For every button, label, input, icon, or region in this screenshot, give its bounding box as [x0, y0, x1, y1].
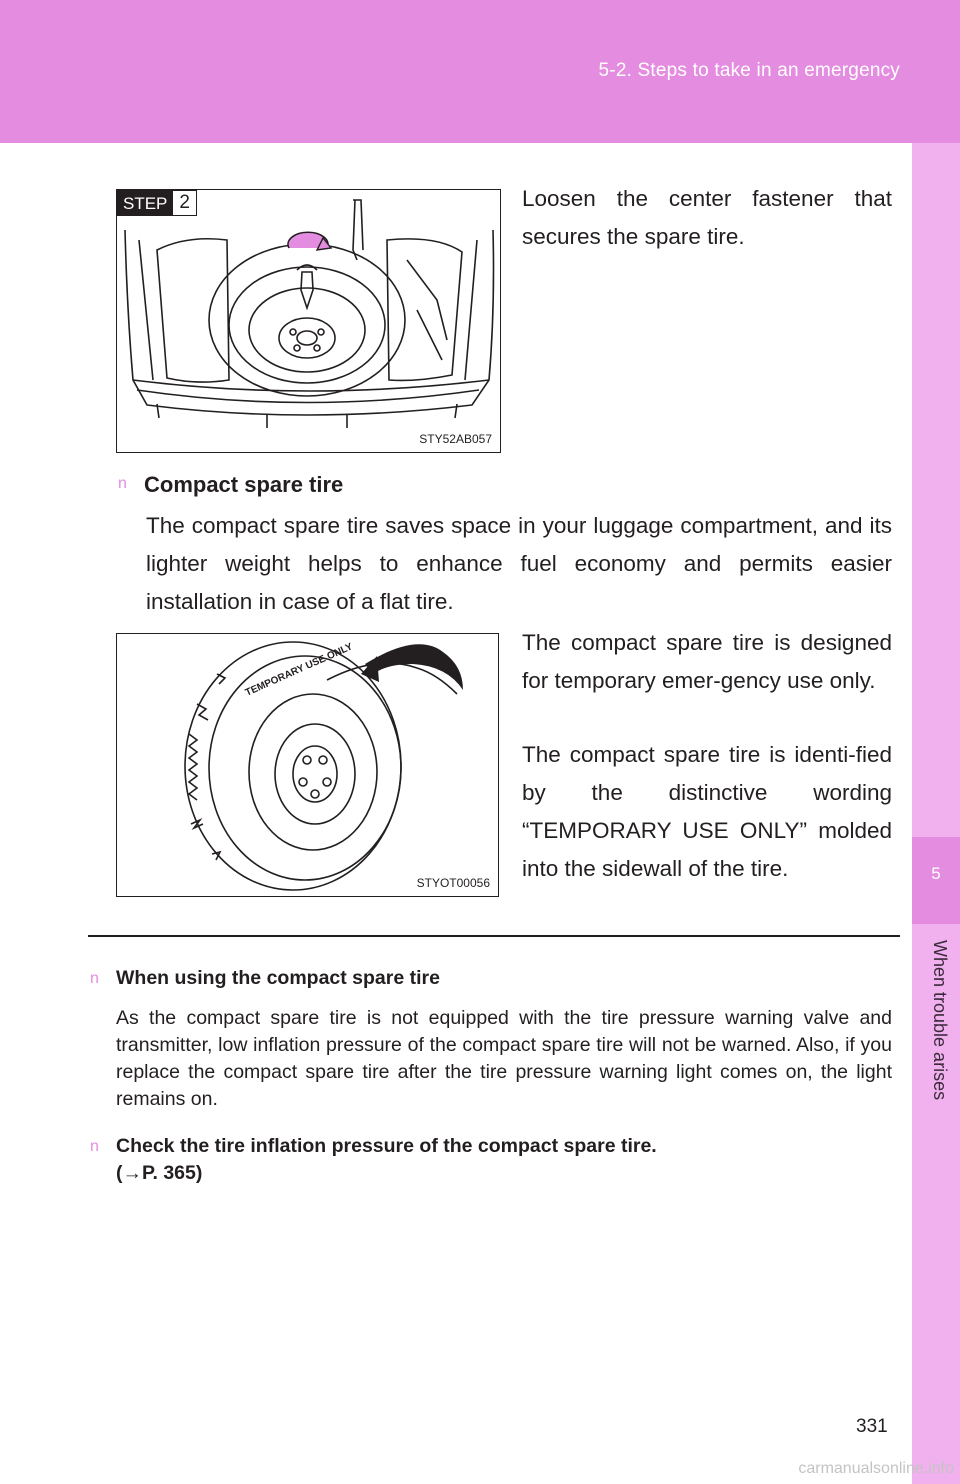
side-tab-number: 5 — [931, 864, 941, 883]
note-heading-2 — [90, 1135, 657, 1158]
compact-tire-figure — [116, 633, 499, 897]
note-heading-1 — [90, 967, 440, 990]
note-heading-1-text: When using the compact spare tire — [116, 967, 440, 989]
compact-para-2: The compact spare tire is identi-fied by the distinctive wording “TEMPORARY USE ONLY” molded into the sidewall of the tire. — [522, 742, 892, 881]
watermark: carmanualsonline.info — [798, 1460, 954, 1477]
side-tab-label: When trouble arises — [930, 940, 950, 1101]
tire-sidewall-text: TEMPORARY USE ONLY — [243, 641, 355, 699]
spare-tire-trunk-figure — [116, 189, 501, 453]
compact-tire-illustration — [117, 634, 497, 894]
note-heading-2-text: Check the tire inflation pressure of the compact spare tire. — [116, 1135, 657, 1157]
step-number: 2 — [173, 190, 197, 216]
figure-code: STYOT00056 — [416, 876, 490, 890]
compact-intro: The compact spare tire saves space in your luggage compartment, and its lighter weight helps to enhance fuel economy and permits easier installation in case of a flat tire. — [146, 513, 892, 614]
section-title: 5-2. Steps to take in an emergency — [598, 60, 900, 81]
compact-heading — [118, 472, 344, 498]
side-tab — [912, 143, 960, 1484]
compact-heading-text: Compact spare tire — [144, 472, 344, 497]
figure-code: STY52AB057 — [419, 432, 492, 446]
step-label: STEP — [117, 190, 173, 216]
note-body-1: As the compact spare tire is not equipped with the tire pressure warning valve and transmitter, low inflation pressure of the compact spare tire will not be warned. Also, if you replace the compact spare tire after the tire pressure warning light comes on, the light remains on. — [116, 1007, 892, 1110]
section-divider — [88, 935, 900, 937]
page-number: 331 — [856, 1416, 888, 1437]
bullet-icon: n — [90, 970, 99, 987]
bullet-icon: n — [118, 475, 127, 492]
trunk-illustration — [117, 190, 499, 450]
step-caption: Loosen the center fastener that secures the spare tire. — [522, 186, 892, 249]
bullet-icon: n — [90, 1138, 99, 1155]
compact-para-1: The compact spare tire is designed for temporary emer-gency use only. — [522, 630, 892, 693]
page-reference-link[interactable]: (→P. 365) — [116, 1162, 203, 1184]
